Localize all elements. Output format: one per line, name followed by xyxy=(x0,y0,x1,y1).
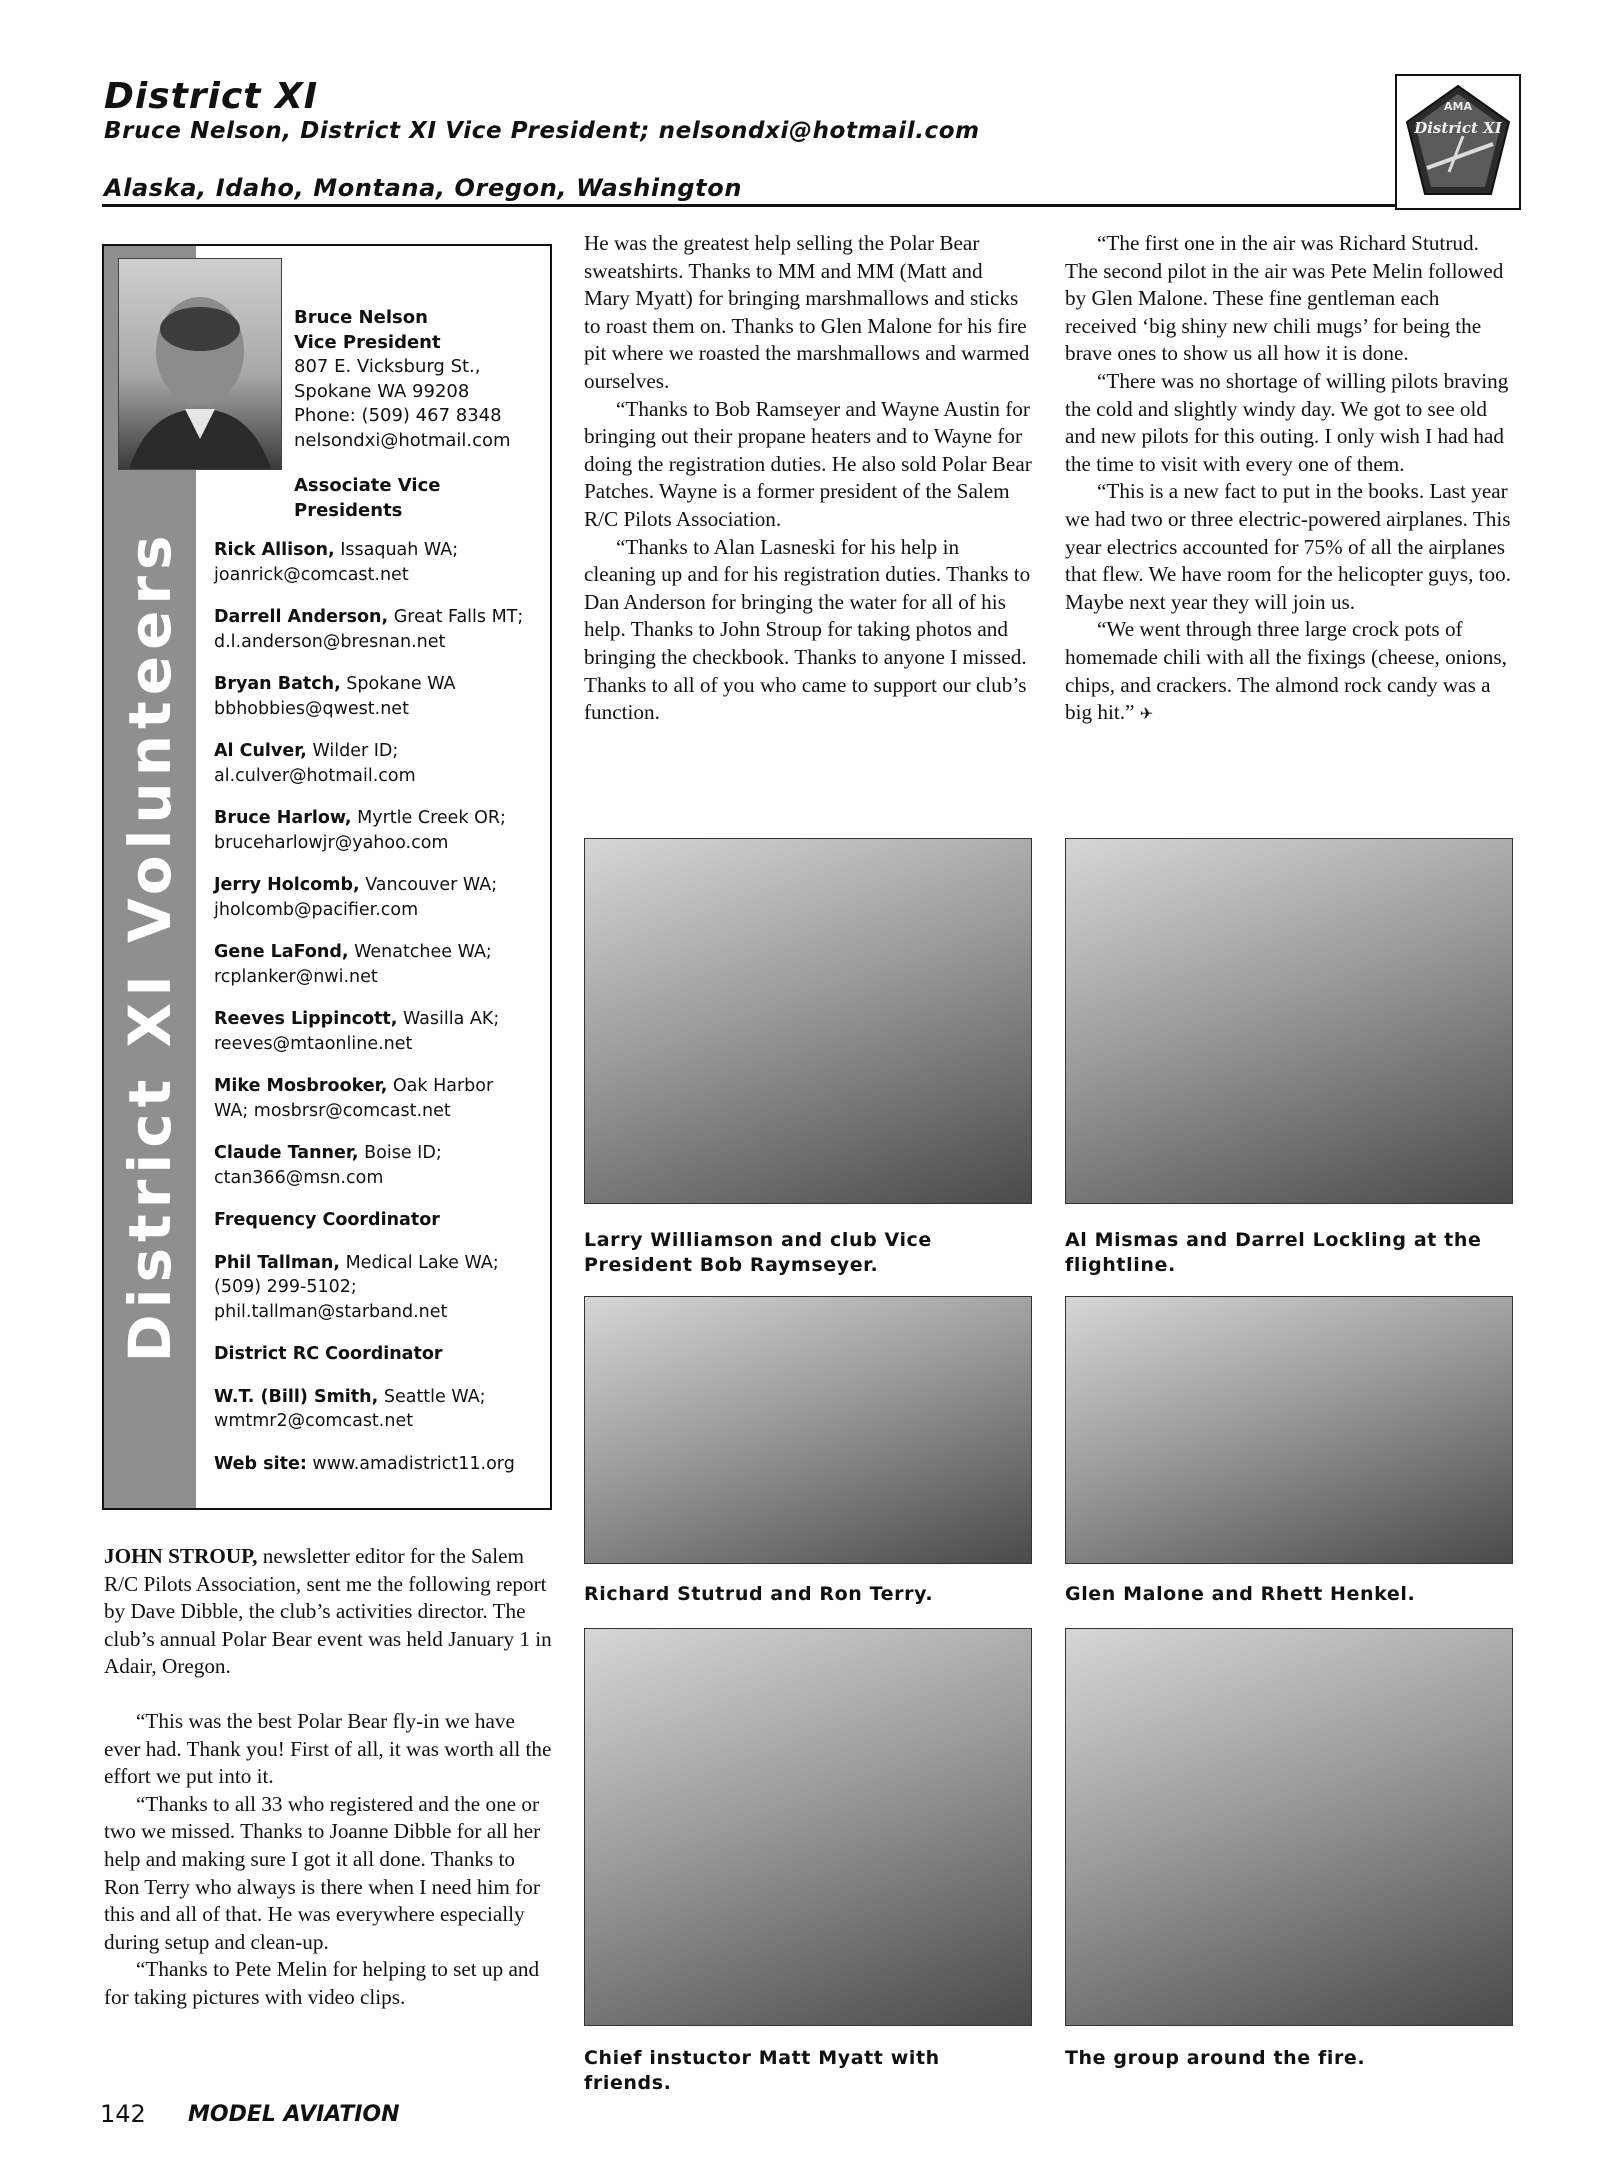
volunteers-sidebar xyxy=(102,244,552,1510)
logo-district-text: District XI xyxy=(1414,119,1502,137)
article-paragraph: “This was the best Polar Bear fly-in we have ever had. Thank you! First of all, it was worth all the effort we put into it. xyxy=(104,1708,552,1789)
article-paragraph: “There was no shortage of willing pilots braving the cold and slightly windy day. We got to see old and new pilots for this outing. I only wish I had had the time to visit with every one of them. xyxy=(1065,368,1509,476)
paragraph-spacer xyxy=(104,1681,552,1708)
volunteer-name: Claude Tanner, xyxy=(214,1143,359,1163)
photo-caption-6: The group around the fire. xyxy=(1065,2047,1366,2069)
volunteer-name: Bryan Batch, xyxy=(214,674,341,694)
volunteer-name: Bruce Harlow, xyxy=(214,808,352,828)
volunteer-email: rcplanker@nwi.net xyxy=(214,966,378,987)
volunteer-name: Reeves Lippincott, xyxy=(214,1009,398,1029)
volunteer-email: joanrick@comcast.net xyxy=(214,564,409,585)
article-paragraph xyxy=(104,1543,552,1681)
frequency-coordinator-entry xyxy=(214,1251,544,1325)
district-logo-icon xyxy=(1397,76,1519,208)
vp-portrait-photo xyxy=(118,258,282,470)
article-paragraph: He was the greatest help selling the Polar Bear sweatshirts. Thanks to MM and MM (Matt and Mary Myatt) for bringing marshmallows and sticks to roast them on. Thanks to Glen Malone for his fire pit where we roasted the marshmallows and warmed ourselves. xyxy=(584,231,1030,393)
article-column-middle xyxy=(584,230,1032,727)
volunteer-location: Seattle WA; xyxy=(378,1386,486,1407)
vp-phone: Phone: (509) 467 8348 xyxy=(294,405,502,426)
volunteer-email: bbhobbies@qwest.net xyxy=(214,698,409,719)
end-mark-icon: ✈ xyxy=(1139,706,1154,724)
volunteer-location: Great Falls MT; xyxy=(388,607,524,627)
volunteer-entry xyxy=(214,1074,544,1123)
volunteer-location: Medical Lake WA; xyxy=(340,1252,499,1273)
article-text: newsletter editor for the Salem R/C Pilots Association, sent me the following report by Dave Dibble, the club’s activities director. The club’s annual Polar Bear event was held January 1 in Adair, Oregon. xyxy=(104,1544,552,1679)
vp-contact-line: Bruce Nelson, District XI Vice President; nelsondxi@hotmail.com xyxy=(104,118,980,144)
article-paragraph: “Thanks to Alan Lasneski for his help in cleaning up and for his registration duties. Thanks to Dan Anderson for bringing the water for all of his help. Thanks to John Stroup for taking photos and bringing the checkbook. Thanks to anyone I missed. Thanks to all of you who came to support our club’s function. xyxy=(584,534,1031,725)
associate-heading-line-2: Presidents xyxy=(294,499,403,521)
volunteer-email: ctan366@msn.com xyxy=(214,1167,384,1188)
volunteer-entry xyxy=(214,1141,544,1190)
vp-name: Bruce Nelson xyxy=(294,307,428,328)
photo-caption-4: Glen Malone and Rhett Henkel. xyxy=(1065,1583,1416,1605)
photo-caption-2: Al Mismas and Darrel Lockling at the flightline. xyxy=(1065,1229,1482,1276)
volunteer-name: Jerry Holcomb, xyxy=(214,875,360,895)
frequency-coordinator-heading: Frequency Coordinator xyxy=(214,1210,440,1230)
article-text: “We went through three large crock pots of homemade chili with all the fixings (cheese, onions, chips, and crackers. The almond rock candy was a big hit.” xyxy=(1065,617,1507,725)
volunteer-location: Myrtle Creek OR; xyxy=(351,808,506,828)
photo-caption-3: Richard Stutrud and Ron Terry. xyxy=(584,1583,934,1605)
volunteer-entry xyxy=(214,605,544,654)
photo-caption-5: Chief instuctor Matt Myatt with friends. xyxy=(584,2047,940,2094)
event-photo-6 xyxy=(1065,1628,1513,2026)
volunteer-phone: (509) 299-5102; xyxy=(214,1277,357,1297)
article-column-right xyxy=(1065,230,1513,729)
event-photo-1 xyxy=(584,838,1032,1204)
article-paragraph: “Thanks to Bob Ramseyer and Wayne Austin for bringing out their propane heaters and to Wayne for doing the registration duties. He also sold Polar Bear Patches. Wayne is a former president of the Salem R/C Pilots Association. xyxy=(584,396,1032,531)
volunteer-email: wmtmr2@comcast.net xyxy=(214,1411,414,1431)
volunteer-location: Wilder ID; xyxy=(306,741,399,761)
volunteer-name: W.T. (Bill) Smith, xyxy=(214,1386,379,1407)
vp-email: nelsondxi@hotmail.com xyxy=(294,429,511,451)
district-states: Alaska, Idaho, Montana, Oregon, Washington xyxy=(104,174,743,202)
vp-contact-block xyxy=(294,306,544,453)
volunteer-name: Al Culver, xyxy=(214,741,307,761)
volunteer-name: Rick Allison, xyxy=(214,540,335,560)
volunteer-location: Vancouver WA; xyxy=(359,875,498,895)
volunteer-location: Wasilla AK; xyxy=(397,1009,500,1029)
magazine-name: MODEL AVIATION xyxy=(188,2102,400,2127)
photo-caption-1: Larry Williamson and club Vice President Bob Raymseyer. xyxy=(584,1229,932,1276)
volunteer-entry xyxy=(214,806,544,855)
page-number: 142 xyxy=(100,2100,146,2128)
website-entry xyxy=(214,1452,544,1477)
volunteer-email: jholcomb@pacifier.com xyxy=(214,899,419,920)
volunteer-email: WA; mosbrsr@comcast.net xyxy=(214,1100,451,1121)
article-paragraph: “This is a new fact to put in the books. Last year we had two or three electric-powered airplanes. This year electrics accounted for 75% of all the airplanes that flew. We have room for the helicopter guys, too. Maybe next year they will join us. xyxy=(1065,479,1512,614)
volunteer-name: Phil Tallman, xyxy=(214,1252,341,1273)
volunteer-list xyxy=(214,538,544,1494)
volunteer-entry xyxy=(214,538,544,587)
logo-ama-text: AMA xyxy=(1444,100,1472,113)
volunteer-location: Issaquah WA; xyxy=(334,540,459,560)
event-photo-3 xyxy=(584,1296,1032,1564)
article-paragraph: “Thanks to all 33 who registered and the one or two we missed. Thanks to Joanne Dibble for all her help and making sure I got it all done. Thanks to Ron Terry who always is there when I need him for this and all of that. He was everywhere especially during setup and clean-up. xyxy=(104,1791,541,1954)
volunteer-location: Boise ID; xyxy=(358,1143,442,1163)
vp-address-2: Spokane WA 99208 xyxy=(294,380,470,402)
volunteer-name: Darrell Anderson, xyxy=(214,607,389,627)
website-label: Web site: xyxy=(214,1453,307,1474)
volunteer-entry xyxy=(214,940,544,989)
sidebar-band-title: District XI Volunteers xyxy=(116,529,184,1363)
volunteer-email: reeves@mtaonline.net xyxy=(214,1033,413,1054)
volunteer-location: Wenatchee WA; xyxy=(348,942,492,962)
volunteer-entry xyxy=(214,739,544,788)
volunteer-email: phil.tallman@starband.net xyxy=(214,1301,448,1322)
rc-coordinator-entry xyxy=(214,1385,544,1434)
article-paragraph: “The first one in the air was Richard Stutrud. The second pilot in the air was Pete Melin followed by Glen Malone. These fine gentleman each received ‘big shiny new chili mugs’ for being the brave ones to show us all how it is done. xyxy=(1065,231,1504,366)
district-logo xyxy=(1395,74,1521,210)
article-column-left xyxy=(104,1543,552,2012)
website-link: www.amadistrict11.org xyxy=(306,1453,515,1474)
volunteer-name: Gene LaFond, xyxy=(214,942,349,962)
article-lead: JOHN STROUP, xyxy=(104,1544,258,1568)
vp-title: Vice President xyxy=(294,331,441,353)
page-title: District XI xyxy=(104,76,319,117)
associate-vp-heading xyxy=(294,474,544,523)
volunteer-location: Oak Harbor xyxy=(387,1076,494,1096)
vp-address-1: 807 E. Vicksburg St., xyxy=(294,356,481,377)
article-paragraph: “Thanks to Pete Melin for helping to set up and for taking pictures with video clips. xyxy=(104,1957,540,2009)
volunteer-name: Mike Mosbrooker, xyxy=(214,1076,388,1096)
header-rule xyxy=(102,204,1398,207)
event-photo-4 xyxy=(1065,1296,1513,1564)
volunteer-entry xyxy=(214,1007,544,1056)
associate-heading-line-1: Associate Vice xyxy=(294,475,441,496)
event-photo-2 xyxy=(1065,838,1513,1204)
volunteer-location: Spokane WA xyxy=(340,674,456,694)
volunteer-email: al.culver@hotmail.com xyxy=(214,765,416,786)
article-paragraph xyxy=(1065,616,1513,728)
volunteer-email: bruceharlowjr@yahoo.com xyxy=(214,832,449,853)
volunteer-email: d.l.anderson@bresnan.net xyxy=(214,631,446,652)
event-photo-5 xyxy=(584,1628,1032,2026)
volunteer-entry xyxy=(214,873,544,922)
volunteer-entry xyxy=(214,672,544,721)
rc-coordinator-heading: District RC Coordinator xyxy=(214,1344,443,1364)
